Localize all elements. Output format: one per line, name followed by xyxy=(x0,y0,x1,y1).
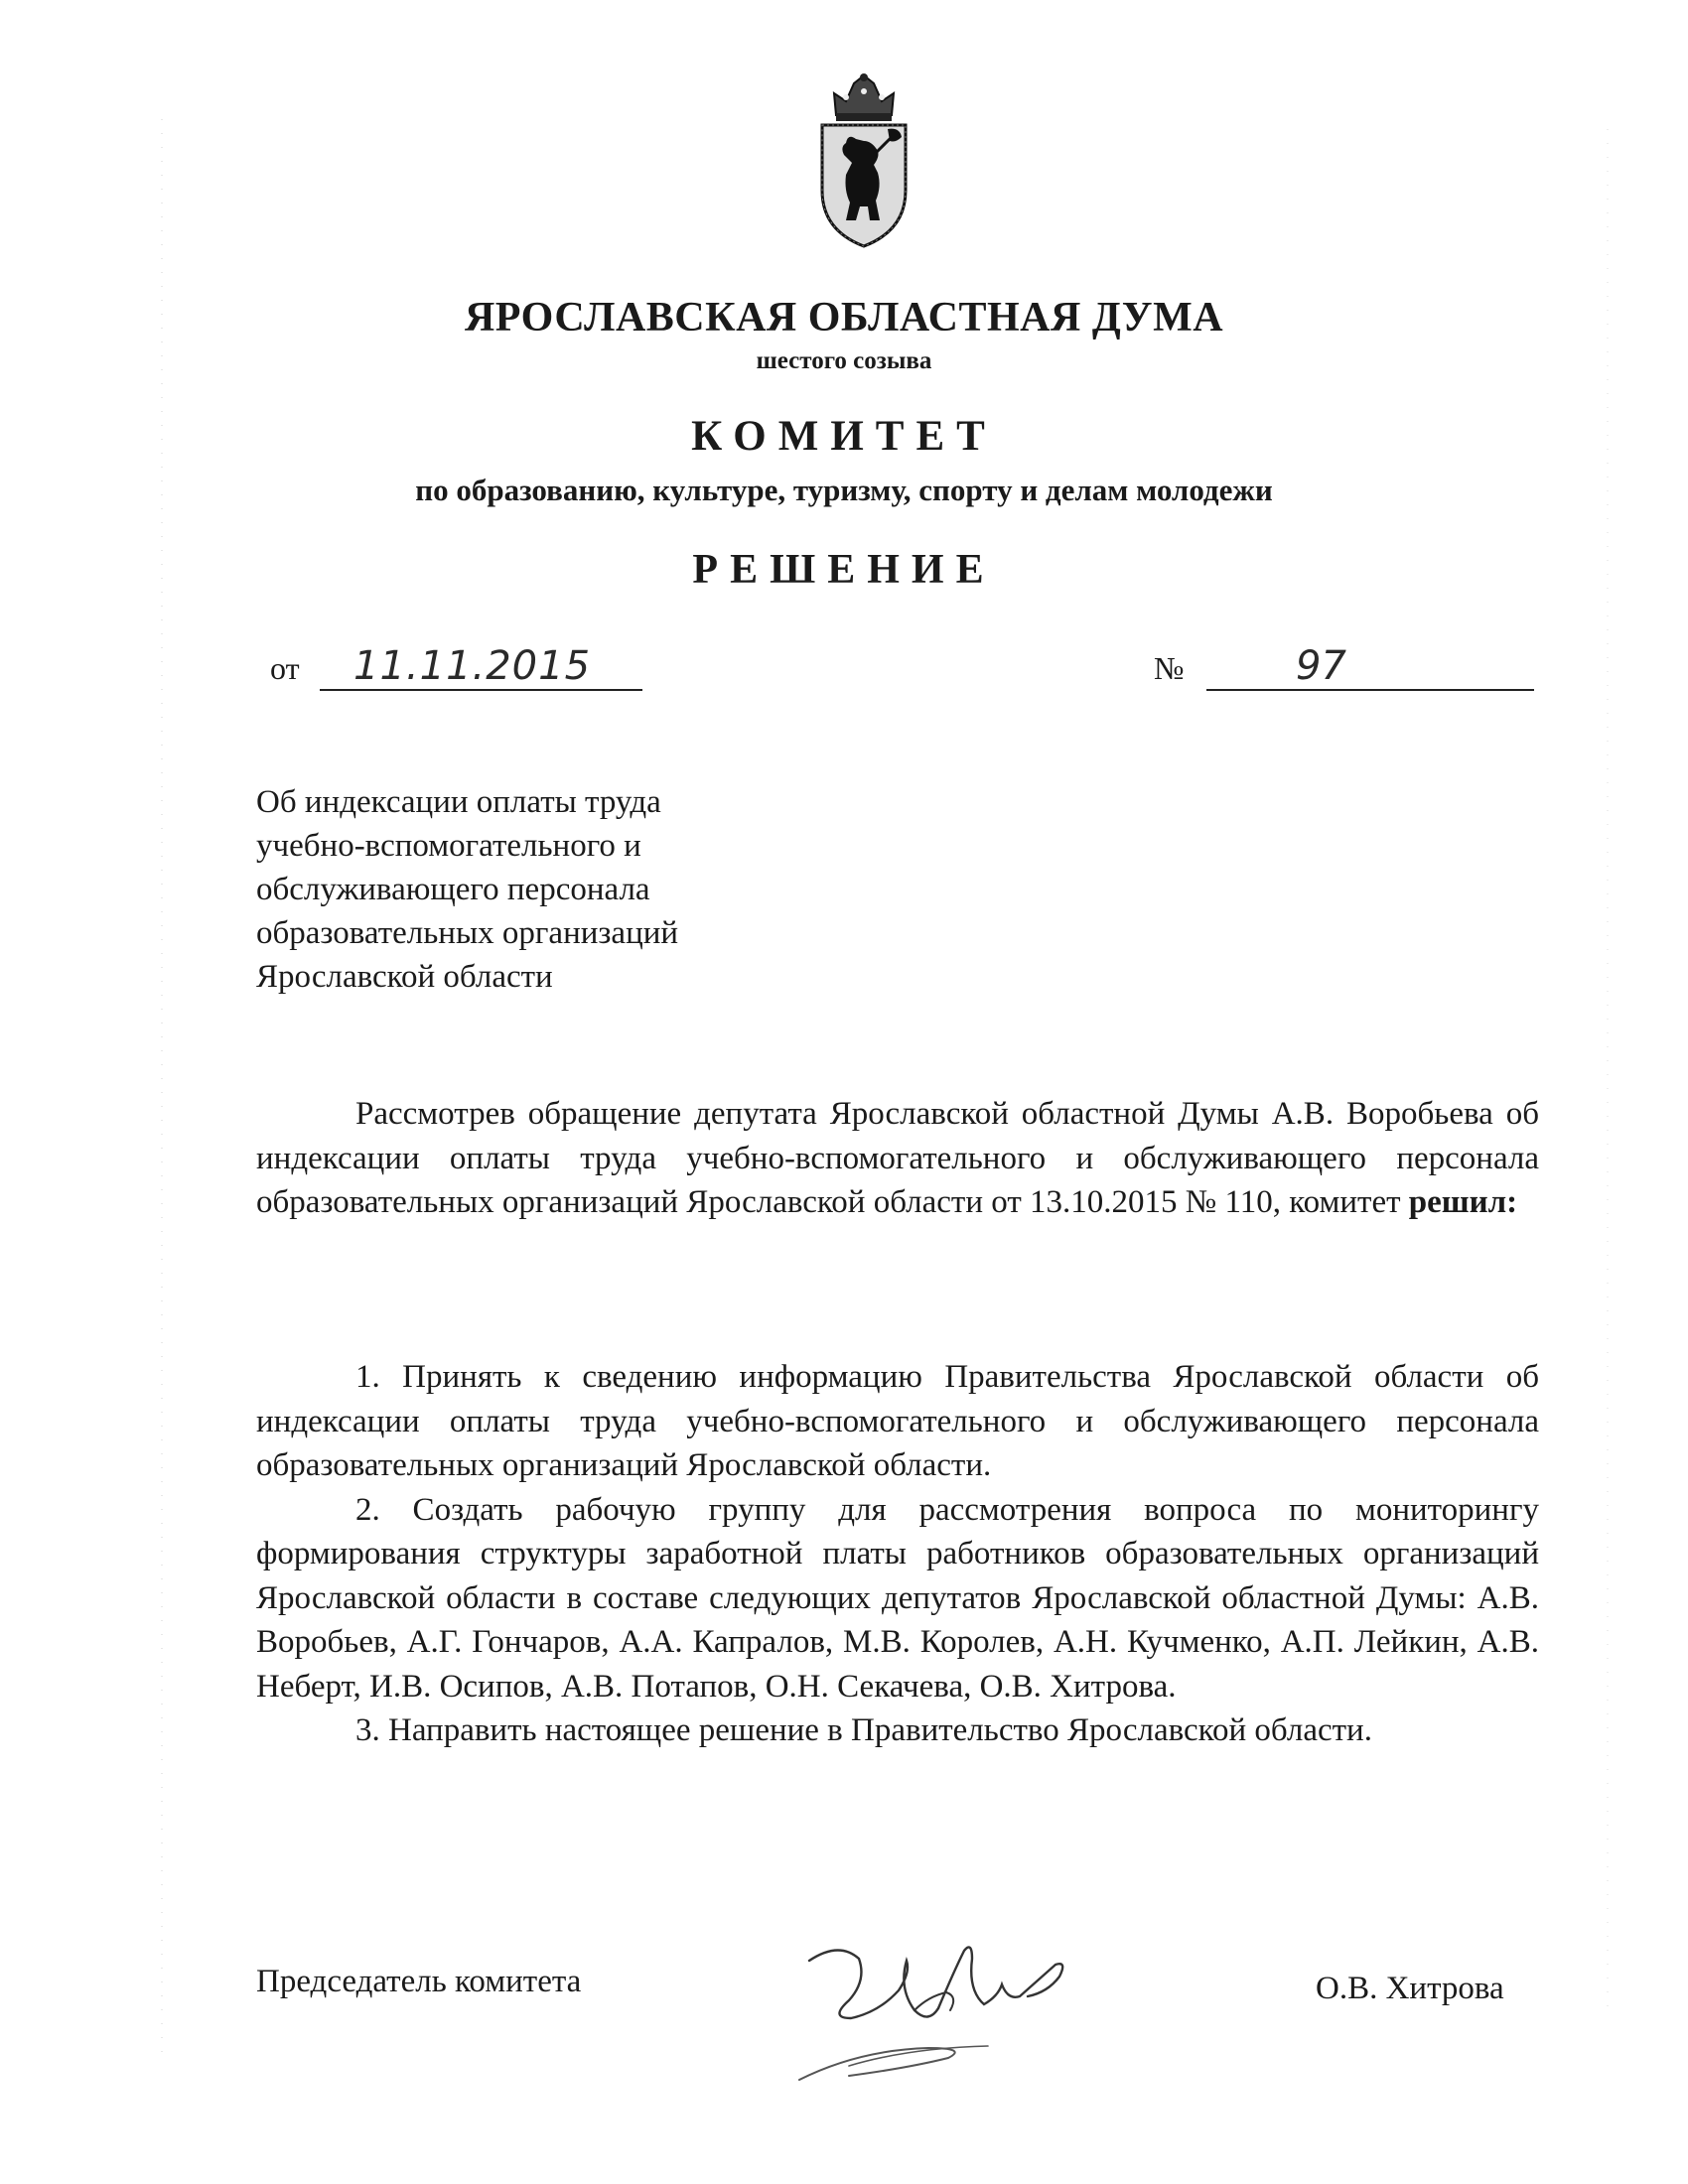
resolved-label: решил: xyxy=(1408,1184,1518,1220)
decision-item: 3. Направить настоящее решение в Правительство Ярославской области. xyxy=(355,1712,1372,1748)
organization-name: ЯРОСЛАВСКАЯ ОБЛАСТНАЯ ДУМА xyxy=(464,295,1224,341)
committee-title: КОМИТЕТ xyxy=(691,413,997,460)
number-underline xyxy=(1206,689,1534,691)
scan-artifact-left xyxy=(161,119,163,2065)
signature-image xyxy=(789,1901,1077,2095)
committee-subtitle: по образованию, культуре, туризму, спорту и делам молодежи xyxy=(415,473,1273,507)
handwritten-number: 97 xyxy=(1296,643,1346,689)
document-subject xyxy=(256,780,678,999)
handwritten-date: 11.11.2015 xyxy=(353,643,592,689)
date-label: от xyxy=(270,650,300,686)
subject-line: обслуживающего персонала xyxy=(256,872,650,907)
subject-line: образовательных организаций xyxy=(256,915,679,951)
preamble xyxy=(256,1092,1539,1225)
decision-items xyxy=(256,1355,1539,1753)
decision-item: 2. Создать рабочую группу для рассмотрения вопроса по мониторингу формирования структуры заработной платы работников образовательных организаций Ярославской области в составе следующих депутатов Ярославской областной Думы: А.В. Воробьев, А.Г. Гончаров, А.А. Капралов, М.В. Королев, А.Н. Кучменко, А.П. Лейкин, А.В. Неберт, И.В. Осипов, А.В. Потапов, О.Н. Секачева, О.В. Хитрова. xyxy=(256,1491,1539,1705)
document-type: РЕШЕНИЕ xyxy=(692,547,996,593)
date-underline xyxy=(320,689,642,691)
subject-line: Ярославской области xyxy=(256,959,553,995)
signatory-role: Председатель комитета xyxy=(256,1964,582,1999)
coat-of-arms-icon xyxy=(816,71,912,250)
subject-line: учебно-вспомогательного и xyxy=(256,828,641,864)
preamble-paragraph xyxy=(256,1092,1539,1225)
preamble-text: Рассмотрев обращение депутата Ярославской областной Думы А.В. Воробьева об индексации оплаты труда учебно-вспомогательного и обслуживающего персонала образовательных организаций Ярославской области от 13.10.2015 № 110, комитет xyxy=(256,1096,1539,1220)
signatory-name: О.В. Хитрова xyxy=(1316,1971,1504,2006)
convocation-label: шестого созыва xyxy=(756,347,932,374)
number-label: № xyxy=(1154,650,1185,686)
subject-line: Об индексации оплаты труда xyxy=(256,784,661,820)
decision-item: 1. Принять к сведению информацию Правительства Ярославской области об индексации оплаты труда учебно-вспомогательного и обслуживающего персонала образовательных организаций Ярославской области. xyxy=(256,1359,1539,1483)
